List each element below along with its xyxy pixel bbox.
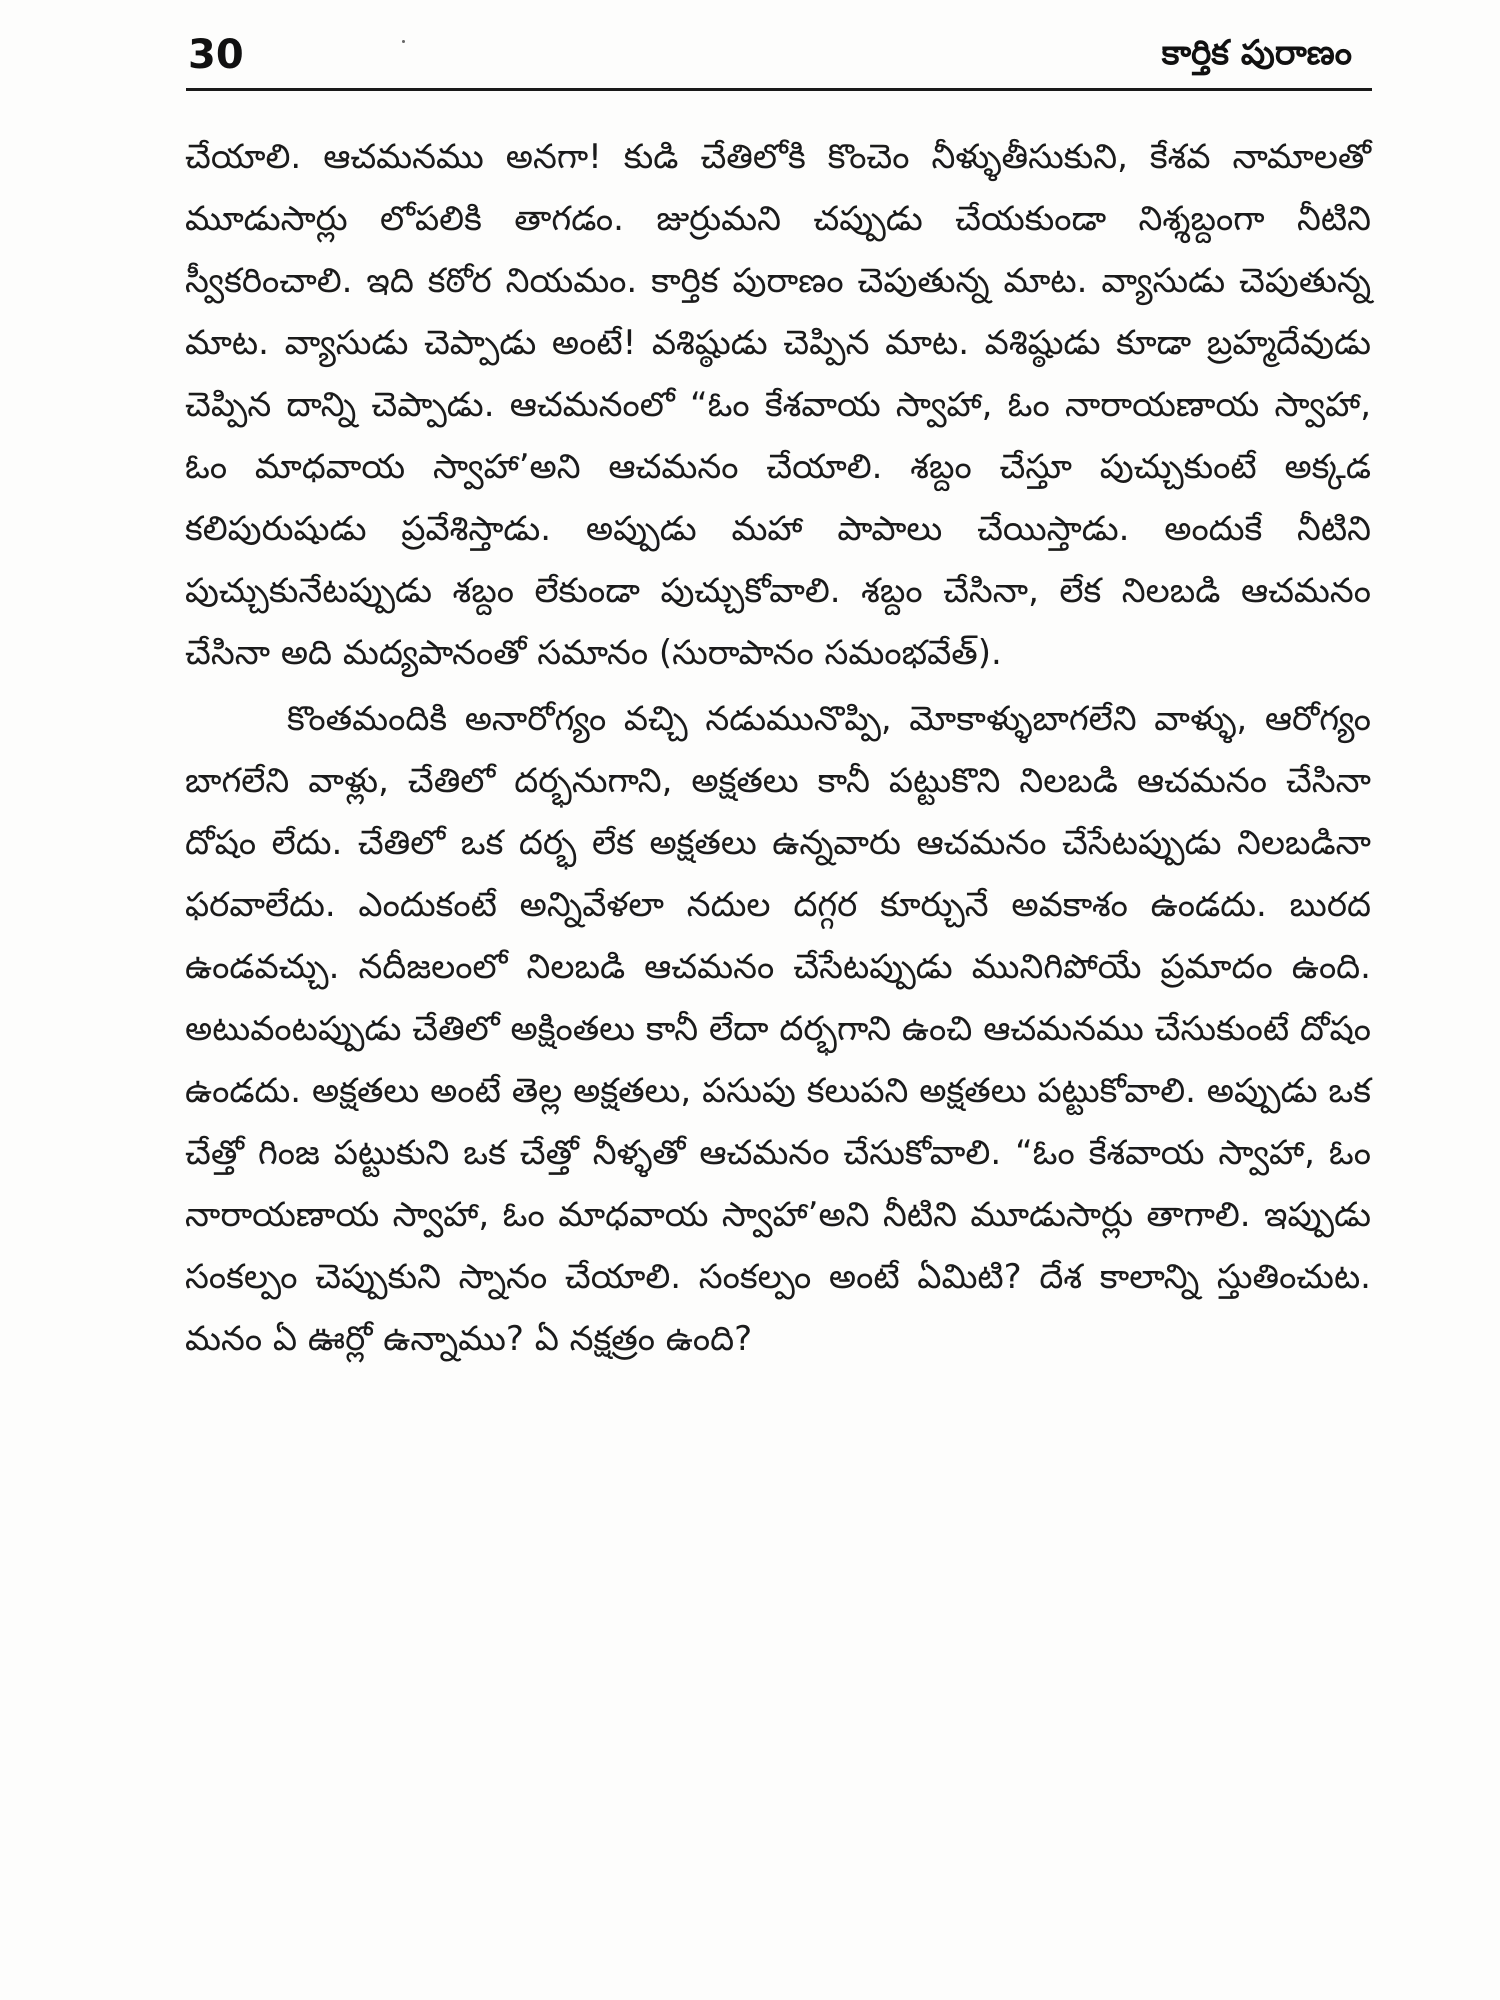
- running-title: కార్తిక పురాణం: [1161, 33, 1352, 73]
- header-rule: [186, 88, 1372, 91]
- page-number: 30: [188, 32, 244, 78]
- body-text: [185, 126, 1371, 1370]
- paragraph-1: చేయాలి. ఆచమనము అనగా! కుడి చేతిలోకి కొంచెం నీళ్ళుతీసుకుని, కేశవ నామాలతో మూడుసార్లు లోపలికి తాగడం. జుర్రుమని చప్పుడు చేయకుండా నిశ్శబ్దంగా నీటిని స్వీకరించాలి. ఇది కఠోర నియమం. కార్తిక పురాణం చెపుతున్న మాట. వ్యాసుడు చెపుతున్న మాట. వ్యాసుడు చెప్పాడు అంటే! వశిష్ఠుడు చెప్పిన మాట. వశిష్ఠుడు కూడా బ్రహ్మదేవుడు చెప్పిన దాన్ని చెప్పాడు. ఆచమనంలో “ఓం కేశవాయ స్వాహా, ఓం నారాయణాయ స్వాహా, ఓం మాధవాయ స్వాహా’అని ఆచమనం చేయాలి. శబ్దం చేస్తూ పుచ్చుకుంటే అక్కడ కలిపురుషుడు ప్రవేశిస్తాడు. అప్పుడు మహా పాపాలు చేయిస్తాడు. అందుకే నీటిని పుచ్చుకునేటప్పుడు శబ్దం లేకుండా పుచ్చుకోవాలి. శబ్దం చేసినా, లేక నిలబడి ఆచమనం చేసినా అది మద్యపానంతో సమానం (సురాపానం సమంభవేత్).: [185, 137, 1371, 673]
- paragraph-2: కొంతమందికి అనారోగ్యం వచ్చి నడుమునొప్పి, మోకాళ్ళుబాగలేని వాళ్ళు, ఆరోగ్యం బాగలేని వాళ్లు, చేతిలో దర్భనుగాని, అక్షతలు కానీ పట్టుకొని నిలబడి ఆచమనం చేసినా దోషం లేదు. చేతిలో ఒక దర్భ లేక అక్షతలు ఉన్నవారు ఆచమనం చేసేటప్పుడు నిలబడినా ఫరవాలేదు. ఎందుకంటే అన్నివేళలా నదుల దగ్గర కూర్చునే అవకాశం ఉండదు. బురద ఉండవచ్చు. నదీజలంలో నిలబడి ఆచమనం చేసేటప్పుడు మునిగిపోయే ప్రమాదం ఉంది. అటువంటప్పుడు చేతిలో అక్షింతలు కానీ లేదా దర్భగాని ఉంచి ఆచమనము చేసుకుంటే దోషం ఉండదు. అక్షతలు అంటే తెల్ల అక్షతలు, పసుపు కలుపని అక్షతలు పట్టుకోవాలి. అప్పుడు ఒక చేత్తో గింజ పట్టుకుని ఒక చేత్తో నీళ్ళతో ఆచమనం చేసుకోవాలి. “ఓం కేశవాయ స్వాహా, ఓం నారాయణాయ స్వాహా, ఓం మాధవాయ స్వాహా’అని నీటిని మూడుసార్లు తాగాలి. ఇప్పుడు సంకల్పం చెప్పుకుని స్నానం చేయాలి. సంకల్పం అంటే ఏమిటి? దేశ కాలాన్ని స్తుతించుట. మనం ఏ ఊర్లో ఉన్నాము? ఏ నక్షత్రం ఉంది?: [185, 699, 1371, 1359]
- scan-speck: [402, 40, 405, 43]
- page-header: [188, 28, 1372, 88]
